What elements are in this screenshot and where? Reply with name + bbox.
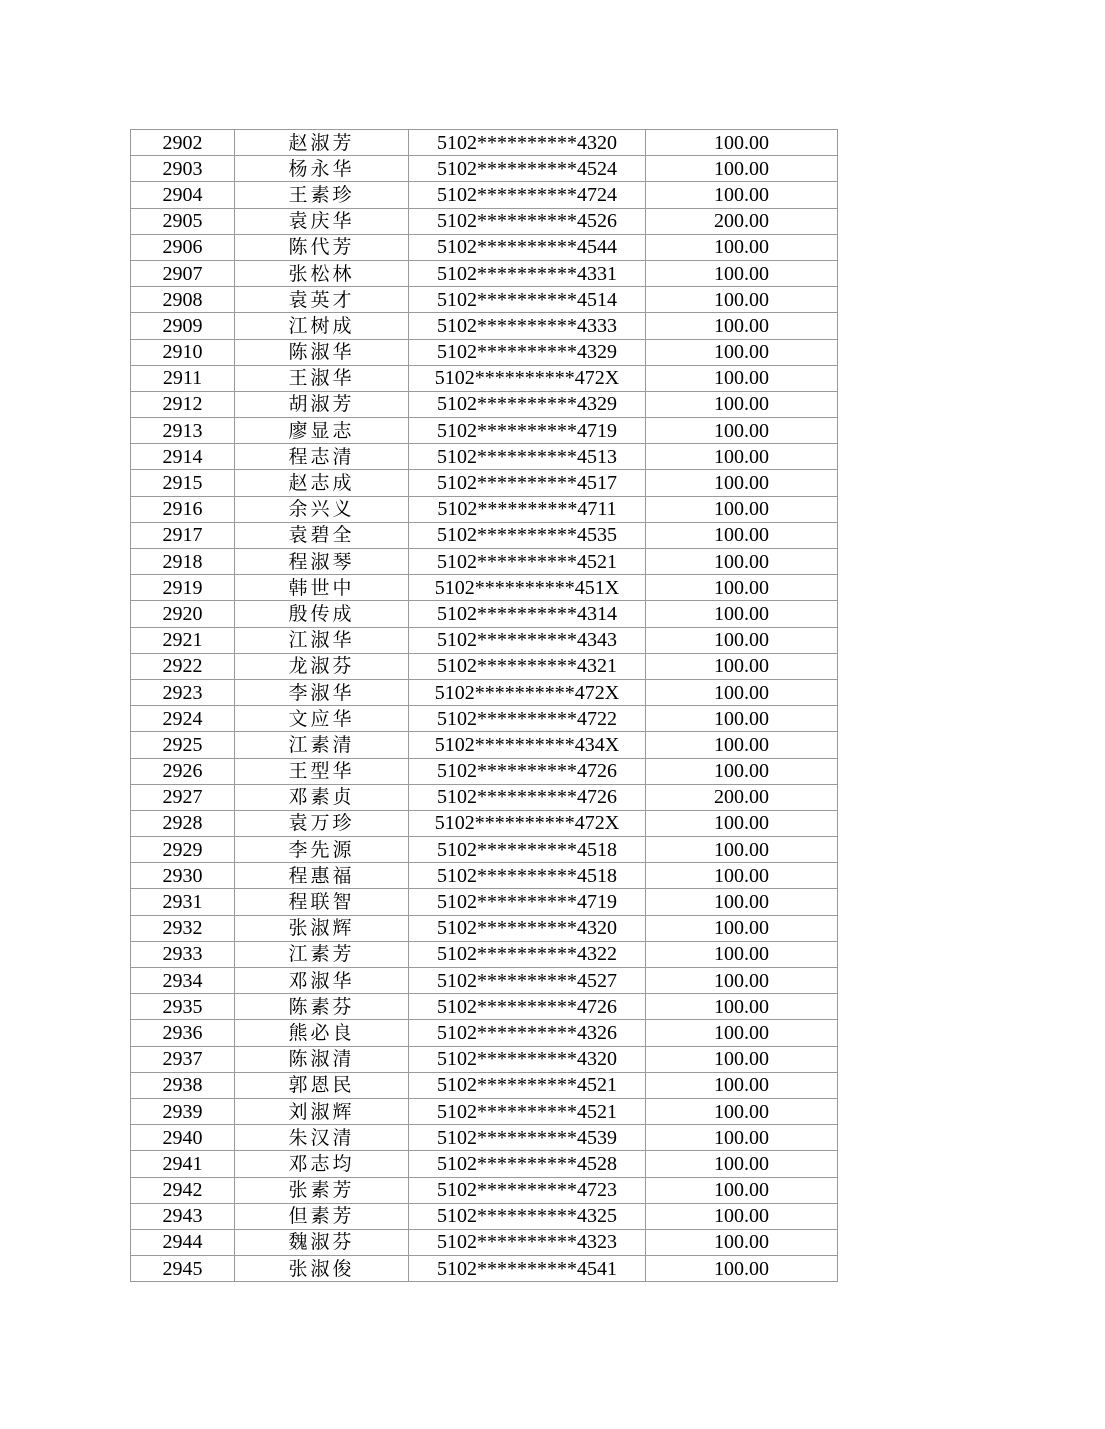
- id-number-cell: 5102**********4343: [409, 627, 646, 653]
- row-number-cell: 2916: [131, 496, 235, 522]
- amount-cell: 100.00: [646, 968, 838, 994]
- amount-cell: 100.00: [646, 130, 838, 156]
- amount-cell: 100.00: [646, 522, 838, 548]
- amount-cell: 100.00: [646, 260, 838, 286]
- row-number-cell: 2933: [131, 941, 235, 967]
- row-number-cell: 2903: [131, 156, 235, 182]
- table-row: [131, 575, 838, 601]
- table-row: [131, 470, 838, 496]
- table-row: [131, 496, 838, 522]
- amount-cell: 100.00: [646, 810, 838, 836]
- id-number-cell: 5102**********4711: [409, 496, 646, 522]
- table-row: [131, 679, 838, 705]
- amount-cell: 100.00: [646, 863, 838, 889]
- amount-cell: 100.00: [646, 470, 838, 496]
- table-row: [131, 889, 838, 915]
- row-number-cell: 2911: [131, 365, 235, 391]
- person-name-cell: 殷传成: [235, 601, 409, 627]
- row-number-cell: 2912: [131, 391, 235, 417]
- person-name-cell: 张淑俊: [235, 1256, 409, 1282]
- row-number-cell: 2927: [131, 784, 235, 810]
- id-number-cell: 5102**********4518: [409, 837, 646, 863]
- row-number-cell: 2929: [131, 837, 235, 863]
- id-number-cell: 5102**********4333: [409, 313, 646, 339]
- table-row: [131, 1151, 838, 1177]
- table-row: [131, 339, 838, 365]
- row-number-cell: 2928: [131, 810, 235, 836]
- table-row: [131, 653, 838, 679]
- amount-cell: 100.00: [646, 837, 838, 863]
- row-number-cell: 2908: [131, 287, 235, 313]
- row-number-cell: 2931: [131, 889, 235, 915]
- id-number-cell: 5102**********4724: [409, 182, 646, 208]
- amount-cell: 100.00: [646, 287, 838, 313]
- id-number-cell: 5102**********4535: [409, 522, 646, 548]
- amount-cell: 100.00: [646, 418, 838, 444]
- id-number-cell: 5102**********451X: [409, 575, 646, 601]
- table-row: [131, 1020, 838, 1046]
- amount-cell: 100.00: [646, 1046, 838, 1072]
- id-number-cell: 5102**********4331: [409, 260, 646, 286]
- table-row: [131, 1046, 838, 1072]
- amount-cell: 100.00: [646, 575, 838, 601]
- person-name-cell: 李先源: [235, 837, 409, 863]
- table-row: [131, 418, 838, 444]
- table-row: [131, 837, 838, 863]
- table-row: [131, 522, 838, 548]
- amount-cell: 100.00: [646, 601, 838, 627]
- row-number-cell: 2934: [131, 968, 235, 994]
- person-name-cell: 胡淑芳: [235, 391, 409, 417]
- amount-cell: 100.00: [646, 313, 838, 339]
- row-number-cell: 2945: [131, 1256, 235, 1282]
- row-number-cell: 2922: [131, 653, 235, 679]
- person-name-cell: 文应华: [235, 706, 409, 732]
- person-name-cell: 余兴义: [235, 496, 409, 522]
- amount-cell: 100.00: [646, 339, 838, 365]
- person-name-cell: 郭恩民: [235, 1072, 409, 1098]
- row-number-cell: 2932: [131, 915, 235, 941]
- row-number-cell: 2905: [131, 208, 235, 234]
- person-name-cell: 朱汉清: [235, 1125, 409, 1151]
- table-row: [131, 391, 838, 417]
- id-number-cell: 5102**********4524: [409, 156, 646, 182]
- table-row: [131, 784, 838, 810]
- person-name-cell: 杨永华: [235, 156, 409, 182]
- person-name-cell: 刘淑辉: [235, 1098, 409, 1124]
- id-number-cell: 5102**********4518: [409, 863, 646, 889]
- id-number-cell: 5102**********4726: [409, 994, 646, 1020]
- person-name-cell: 陈代芳: [235, 234, 409, 260]
- table-row: [131, 549, 838, 575]
- table-row: [131, 863, 838, 889]
- id-number-cell: 5102**********4719: [409, 889, 646, 915]
- person-name-cell: 程惠福: [235, 863, 409, 889]
- table-row: [131, 1098, 838, 1124]
- amount-cell: 100.00: [646, 1203, 838, 1229]
- row-number-cell: 2918: [131, 549, 235, 575]
- person-name-cell: 王型华: [235, 758, 409, 784]
- id-number-cell: 5102**********4726: [409, 784, 646, 810]
- table-row: [131, 994, 838, 1020]
- table-row: [131, 1203, 838, 1229]
- person-name-cell: 张素芳: [235, 1177, 409, 1203]
- amount-cell: 100.00: [646, 234, 838, 260]
- person-name-cell: 赵淑芳: [235, 130, 409, 156]
- amount-cell: 100.00: [646, 941, 838, 967]
- person-name-cell: 陈素芬: [235, 994, 409, 1020]
- row-number-cell: 2914: [131, 444, 235, 470]
- id-number-cell: 5102**********4539: [409, 1125, 646, 1151]
- table-row: [131, 208, 838, 234]
- person-name-cell: 张淑辉: [235, 915, 409, 941]
- person-name-cell: 张松林: [235, 260, 409, 286]
- row-number-cell: 2917: [131, 522, 235, 548]
- person-name-cell: 廖显志: [235, 418, 409, 444]
- row-number-cell: 2939: [131, 1098, 235, 1124]
- row-number-cell: 2924: [131, 706, 235, 732]
- person-name-cell: 江淑华: [235, 627, 409, 653]
- person-name-cell: 邓素贞: [235, 784, 409, 810]
- amount-cell: 100.00: [646, 1098, 838, 1124]
- person-name-cell: 袁英才: [235, 287, 409, 313]
- person-name-cell: 程联智: [235, 889, 409, 915]
- person-name-cell: 赵志成: [235, 470, 409, 496]
- subsidy-table: [130, 129, 838, 1282]
- amount-cell: 100.00: [646, 391, 838, 417]
- row-number-cell: 2909: [131, 313, 235, 339]
- id-number-cell: 5102**********4320: [409, 1046, 646, 1072]
- id-number-cell: 5102**********4323: [409, 1229, 646, 1255]
- table-row: [131, 234, 838, 260]
- table-row: [131, 1256, 838, 1282]
- amount-cell: 100.00: [646, 496, 838, 522]
- amount-cell: 200.00: [646, 208, 838, 234]
- table-row: [131, 968, 838, 994]
- id-number-cell: 5102**********4329: [409, 391, 646, 417]
- id-number-cell: 5102**********4517: [409, 470, 646, 496]
- table-row: [131, 706, 838, 732]
- row-number-cell: 2919: [131, 575, 235, 601]
- amount-cell: 100.00: [646, 1125, 838, 1151]
- person-name-cell: 邓志均: [235, 1151, 409, 1177]
- row-number-cell: 2943: [131, 1203, 235, 1229]
- id-number-cell: 5102**********4322: [409, 941, 646, 967]
- person-name-cell: 程淑琴: [235, 549, 409, 575]
- table-row: [131, 627, 838, 653]
- person-name-cell: 江素清: [235, 732, 409, 758]
- person-name-cell: 陈淑清: [235, 1046, 409, 1072]
- amount-cell: 100.00: [646, 653, 838, 679]
- id-number-cell: 5102**********4528: [409, 1151, 646, 1177]
- table-row: [131, 732, 838, 758]
- table-row: [131, 1072, 838, 1098]
- row-number-cell: 2935: [131, 994, 235, 1020]
- amount-cell: 100.00: [646, 1020, 838, 1046]
- person-name-cell: 陈淑华: [235, 339, 409, 365]
- row-number-cell: 2907: [131, 260, 235, 286]
- row-number-cell: 2906: [131, 234, 235, 260]
- amount-cell: 100.00: [646, 627, 838, 653]
- id-number-cell: 5102**********472X: [409, 679, 646, 705]
- id-number-cell: 5102**********4326: [409, 1020, 646, 1046]
- row-number-cell: 2921: [131, 627, 235, 653]
- id-number-cell: 5102**********4544: [409, 234, 646, 260]
- person-name-cell: 魏淑芬: [235, 1229, 409, 1255]
- amount-cell: 100.00: [646, 706, 838, 732]
- id-number-cell: 5102**********4321: [409, 653, 646, 679]
- table-row: [131, 1229, 838, 1255]
- table-row: [131, 287, 838, 313]
- id-number-cell: 5102**********4320: [409, 130, 646, 156]
- person-name-cell: 李淑华: [235, 679, 409, 705]
- person-name-cell: 程志清: [235, 444, 409, 470]
- amount-cell: 100.00: [646, 156, 838, 182]
- person-name-cell: 邓淑华: [235, 968, 409, 994]
- amount-cell: 200.00: [646, 784, 838, 810]
- amount-cell: 100.00: [646, 1177, 838, 1203]
- table-row: [131, 758, 838, 784]
- row-number-cell: 2913: [131, 418, 235, 444]
- table-row: [131, 365, 838, 391]
- amount-cell: 100.00: [646, 732, 838, 758]
- row-number-cell: 2904: [131, 182, 235, 208]
- row-number-cell: 2941: [131, 1151, 235, 1177]
- amount-cell: 100.00: [646, 679, 838, 705]
- row-number-cell: 2902: [131, 130, 235, 156]
- amount-cell: 100.00: [646, 1151, 838, 1177]
- id-number-cell: 5102**********472X: [409, 365, 646, 391]
- id-number-cell: 5102**********4541: [409, 1256, 646, 1282]
- person-name-cell: 江素芳: [235, 941, 409, 967]
- row-number-cell: 2938: [131, 1072, 235, 1098]
- row-number-cell: 2936: [131, 1020, 235, 1046]
- id-number-cell: 5102**********4722: [409, 706, 646, 732]
- id-number-cell: 5102**********4521: [409, 549, 646, 575]
- id-number-cell: 5102**********4726: [409, 758, 646, 784]
- row-number-cell: 2937: [131, 1046, 235, 1072]
- person-name-cell: 王淑华: [235, 365, 409, 391]
- table-row: [131, 444, 838, 470]
- table-row: [131, 156, 838, 182]
- table-row: [131, 182, 838, 208]
- amount-cell: 100.00: [646, 1256, 838, 1282]
- person-name-cell: 江树成: [235, 313, 409, 339]
- table-row: [131, 130, 838, 156]
- table-body: [131, 130, 838, 1282]
- id-number-cell: 5102**********4320: [409, 915, 646, 941]
- person-name-cell: 袁庆华: [235, 208, 409, 234]
- id-number-cell: 5102**********4527: [409, 968, 646, 994]
- id-number-cell: 5102**********4514: [409, 287, 646, 313]
- person-name-cell: 龙淑芬: [235, 653, 409, 679]
- row-number-cell: 2915: [131, 470, 235, 496]
- person-name-cell: 王素珍: [235, 182, 409, 208]
- table-row: [131, 1177, 838, 1203]
- row-number-cell: 2940: [131, 1125, 235, 1151]
- person-name-cell: 但素芳: [235, 1203, 409, 1229]
- id-number-cell: 5102**********4314: [409, 601, 646, 627]
- amount-cell: 100.00: [646, 1072, 838, 1098]
- id-number-cell: 5102**********4526: [409, 208, 646, 234]
- id-number-cell: 5102**********4723: [409, 1177, 646, 1203]
- person-name-cell: 韩世中: [235, 575, 409, 601]
- amount-cell: 100.00: [646, 549, 838, 575]
- row-number-cell: 2910: [131, 339, 235, 365]
- person-name-cell: 熊必良: [235, 1020, 409, 1046]
- id-number-cell: 5102**********434X: [409, 732, 646, 758]
- amount-cell: 100.00: [646, 758, 838, 784]
- id-number-cell: 5102**********472X: [409, 810, 646, 836]
- person-name-cell: 袁万珍: [235, 810, 409, 836]
- table-row: [131, 260, 838, 286]
- id-number-cell: 5102**********4521: [409, 1072, 646, 1098]
- row-number-cell: 2920: [131, 601, 235, 627]
- row-number-cell: 2925: [131, 732, 235, 758]
- amount-cell: 100.00: [646, 365, 838, 391]
- person-name-cell: 袁碧全: [235, 522, 409, 548]
- row-number-cell: 2930: [131, 863, 235, 889]
- amount-cell: 100.00: [646, 1229, 838, 1255]
- table-row: [131, 915, 838, 941]
- row-number-cell: 2923: [131, 679, 235, 705]
- amount-cell: 100.00: [646, 444, 838, 470]
- table-row: [131, 601, 838, 627]
- amount-cell: 100.00: [646, 994, 838, 1020]
- row-number-cell: 2926: [131, 758, 235, 784]
- table-row: [131, 810, 838, 836]
- id-number-cell: 5102**********4513: [409, 444, 646, 470]
- row-number-cell: 2942: [131, 1177, 235, 1203]
- id-number-cell: 5102**********4719: [409, 418, 646, 444]
- amount-cell: 100.00: [646, 915, 838, 941]
- id-number-cell: 5102**********4329: [409, 339, 646, 365]
- id-number-cell: 5102**********4325: [409, 1203, 646, 1229]
- id-number-cell: 5102**********4521: [409, 1098, 646, 1124]
- amount-cell: 100.00: [646, 182, 838, 208]
- row-number-cell: 2944: [131, 1229, 235, 1255]
- amount-cell: 100.00: [646, 889, 838, 915]
- table-row: [131, 313, 838, 339]
- table-row: [131, 941, 838, 967]
- table-row: [131, 1125, 838, 1151]
